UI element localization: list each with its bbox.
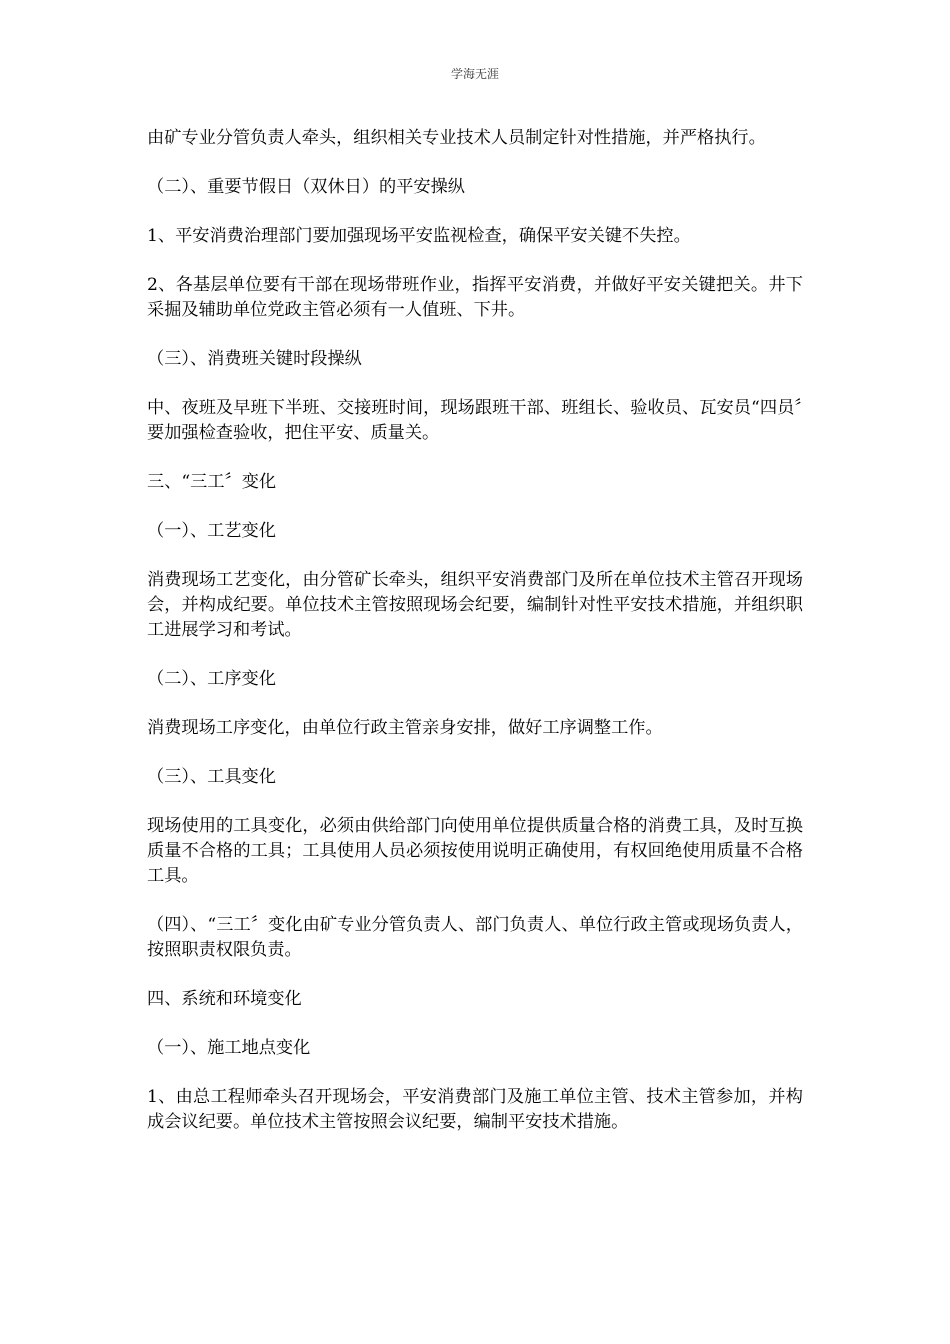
section-heading: （三）、消费班关键时段操纵 (147, 349, 362, 369)
section-heading: 四、系统和环境变化 (147, 989, 302, 1009)
paragraph: 现场使用的工具变化，必须由供给部门向使用单位提供质量合格的消费工具，及时互换质量不合格的工具；工具使用人员必须按使用说明正确使用，有权回绝使用质量不合格工具。 (147, 816, 803, 886)
document-body (147, 126, 803, 1159)
paragraph: （四）、“三工〞变化由矿专业分管负责人、部门负责人、单位行政主管或现场负责人，按照职责权限负责。 (147, 915, 803, 960)
section-heading: （一）、工艺变化 (147, 521, 276, 541)
paragraph: 中、夜班及早班下半班、交接班时间，现场跟班干部、班组长、验收员、瓦安员“四员〞要加强检查验收，把住平安、质量关。 (147, 398, 803, 443)
paragraph: 由矿专业分管负责人牵头，组织相关专业技术人员制定针对性措施，并严格执行。 (147, 128, 766, 148)
section-heading: （二）、工序变化 (147, 669, 276, 689)
section-heading: 三、“三工〞变化 (147, 472, 277, 492)
paragraph: 消费现场工序变化，由单位行政主管亲身安排，做好工序调整工作。 (147, 718, 663, 738)
paragraph: 1、由总工程师牵头召开现场会，平安消费部门及施工单位主管、技术主管参加，并构成会议纪要。单位技术主管按照会议纪要，编制平安技术措施。 (147, 1087, 803, 1132)
paragraph: 1、平安消费治理部门要加强现场平安监视检查，确保平安关键不失控。 (147, 226, 691, 246)
section-heading: （三）、工具变化 (147, 767, 276, 787)
paragraph: 2、各基层单位要有干部在现场带班作业，指挥平安消费，并做好平安关键把关。井下采掘及辅助单位党政主管必须有一人值班、下井。 (147, 275, 803, 320)
page-header: 学海无涯 (450, 67, 499, 81)
paragraph: 消费现场工艺变化，由分管矿长牵头，组织平安消费部门及所在单位技术主管召开现场会，并构成纪要。单位技术主管按照现场会纪要，编制针对性平安技术措施，并组织职工进展学习和考试。 (147, 570, 803, 640)
section-heading: （二）、重要节假日（双休日）的平安操纵 (147, 177, 465, 197)
section-heading: （一）、施工地点变化 (147, 1038, 311, 1058)
